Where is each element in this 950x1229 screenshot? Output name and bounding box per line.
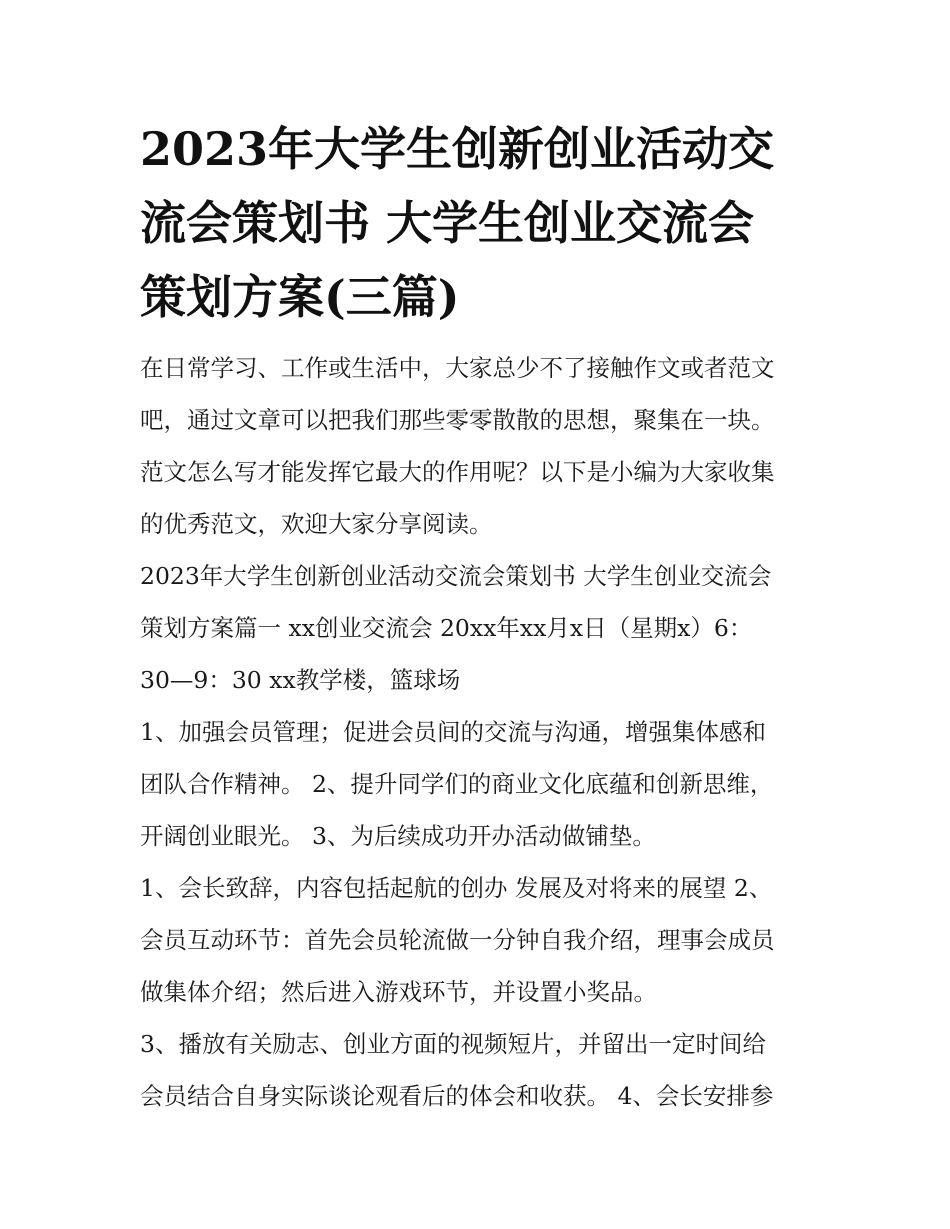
- text-line: 做集体介绍；然后进入游戏环节，并设置小奖品。: [140, 978, 657, 1006]
- text-line: 会员结合自身实际谈论观看后的体会和收获。 4、会长安排参: [140, 1082, 774, 1110]
- text-line: 1、会长致辞，内容包括起航的创办 发展及对将来的展望 2、: [140, 874, 773, 902]
- text-line: 的优秀范文，欢迎大家分享阅读。: [140, 510, 493, 538]
- title-line: 流会策划书 大学生创业交流会: [140, 196, 755, 250]
- text-line: 策划方案篇一 xx创业交流会 20xx年xx月x日（星期x）6：: [140, 614, 753, 642]
- text-line: 1、加强会员管理；促进会员间的交流与沟通，增强集体感和: [140, 718, 766, 746]
- document-title: [140, 112, 820, 334]
- document-content: [140, 112, 820, 1122]
- document-body: [140, 342, 820, 1122]
- text-line: 吧，通过文章可以把我们那些零零散散的思想，聚集在一块。: [140, 406, 775, 434]
- text-line: 在日常学习、工作或生活中，大家总少不了接触作文或者范文: [140, 354, 775, 382]
- paragraph-agenda-part2: [140, 1018, 820, 1122]
- text-line: 30—9：30 xx教学楼，篮球场: [140, 666, 461, 694]
- text-line: 范文怎么写才能发挥它最大的作用呢？以下是小编为大家收集: [140, 458, 775, 486]
- paragraph-agenda-part1: [140, 862, 820, 1018]
- paragraph-event-info: [140, 550, 820, 706]
- title-line: 2023年大学生创新创业活动交: [140, 122, 775, 176]
- text-line: 开阔创业眼光。 3、为后续成功开办活动做铺垫。: [140, 822, 656, 850]
- text-line: 2023年大学生创新创业活动交流会策划书 大学生创业交流会: [140, 562, 772, 590]
- title-line: 策划方案(三篇): [140, 270, 460, 324]
- text-line: 会员互动环节：首先会员轮流做一分钟自我介绍，理事会成员: [140, 926, 775, 954]
- text-line: 团队合作精神。 2、提升同学们的商业文化底蕴和创新思维，: [140, 770, 774, 798]
- paragraph-objectives: [140, 706, 820, 862]
- text-line: 3、播放有关励志、创业方面的视频短片，并留出一定时间给: [140, 1030, 766, 1058]
- paragraph-intro: [140, 342, 820, 550]
